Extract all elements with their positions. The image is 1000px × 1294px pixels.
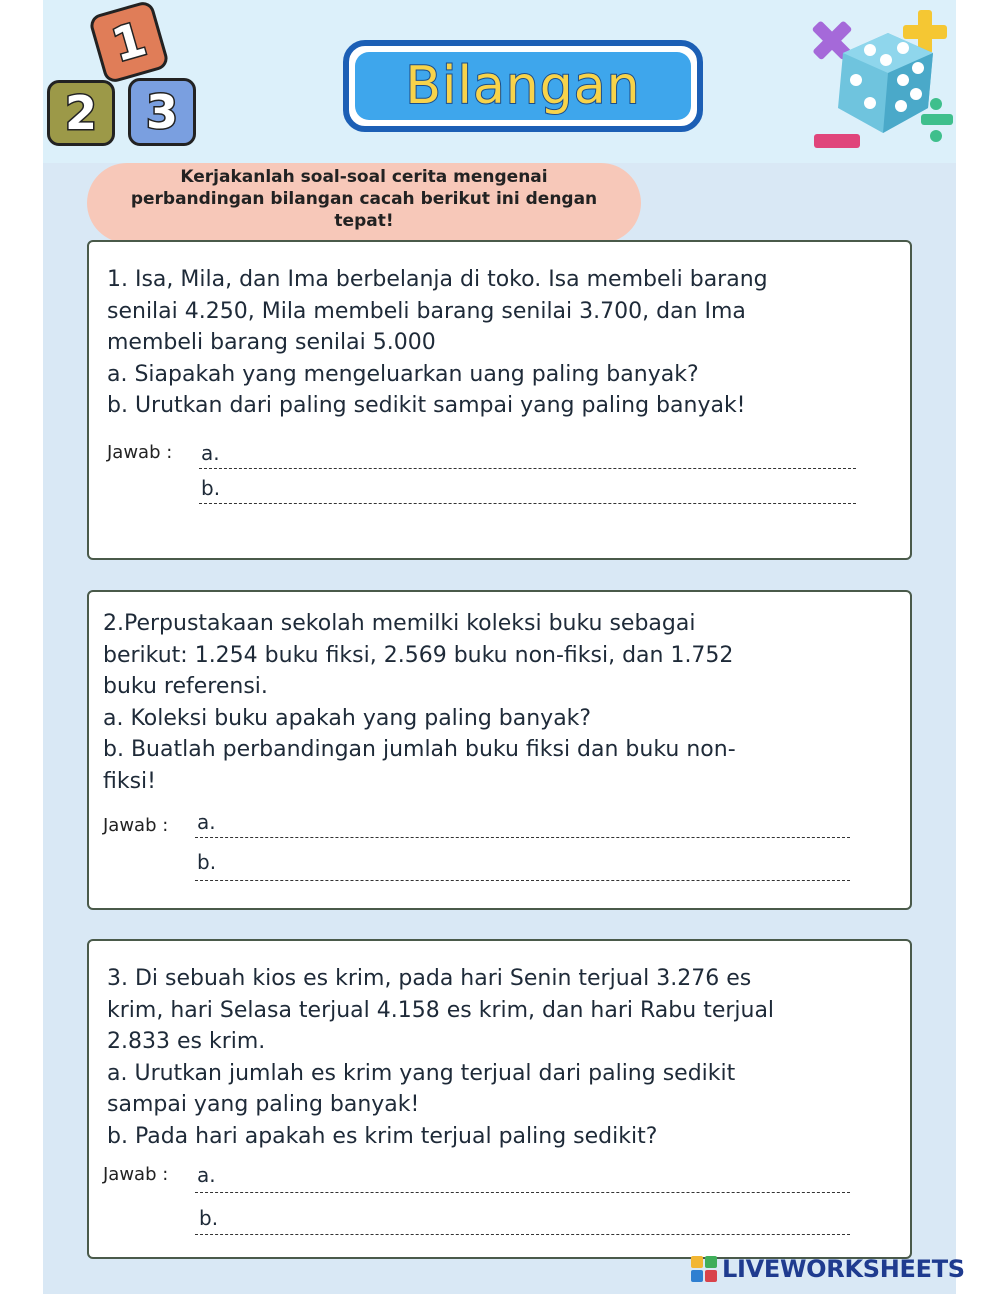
answer-b-field[interactable]	[195, 880, 850, 881]
block-number: 1	[106, 11, 152, 73]
title-banner	[343, 40, 703, 132]
instruction-text: Kerjakanlah soal-soal cerita mengenai perbandingan bilangan cacah berikut ini dengan tepat!	[130, 167, 598, 231]
answer-b-field[interactable]	[195, 1234, 850, 1235]
logo-text: LIVEWORKSHEETS	[722, 1255, 965, 1283]
question-text: 2.Perpustakaan sekolah memilki koleksi buku sebagai berikut: 1.254 buku fiksi, 2.569 buku non-fiksi, dan 1.752 buku referensi. a. Koleksi buku apakah yang paling banyak? b. Buatlah perbandingan jumlah buku fiksi dan buku non- fiksi!	[103, 611, 736, 794]
page-title: Bilangan	[405, 56, 641, 116]
liveworksheets-logo[interactable]	[690, 1254, 965, 1284]
math-dice-icon	[808, 8, 958, 158]
liveworksheets-logo-icon	[690, 1255, 718, 1283]
title-banner-inner	[355, 52, 691, 120]
answer-b-label: b.	[197, 850, 217, 874]
minus-symbol-icon	[814, 134, 860, 148]
number-block-3-icon	[128, 78, 196, 146]
answer-a-field[interactable]	[195, 837, 850, 838]
jawab-label: Jawab :	[103, 1164, 169, 1185]
answer-a-field[interactable]	[195, 1192, 850, 1193]
answer-a-label: a.	[197, 810, 216, 834]
question-card-3	[87, 939, 912, 1259]
block-number: 2	[64, 86, 97, 140]
question-card-2	[87, 590, 912, 910]
number-block-2-icon	[47, 80, 115, 146]
question-text: 1. Isa, Mila, dan Ima berbelanja di toko. Isa membeli barang senilai 4.250, Mila membeli barang senilai 3.700, dan Ima membeli barang senilai 5.000 a. Siapakah yang mengeluarkan uang paling banyak? b. Urutkan dari paling sedikit sampai yang paling banyak!	[107, 267, 768, 418]
jawab-label: Jawab :	[103, 815, 169, 836]
answer-a-label: a.	[197, 1163, 216, 1187]
answer-a-field[interactable]	[199, 468, 856, 469]
block-number: 3	[145, 85, 178, 139]
answer-b-field[interactable]	[199, 503, 856, 504]
answer-b-label: b.	[199, 1206, 219, 1230]
jawab-label: Jawab :	[107, 442, 173, 463]
question-card-1	[87, 240, 912, 560]
answer-a-label: a.	[201, 441, 220, 465]
instruction-box	[87, 163, 641, 243]
answer-b-label: b.	[201, 476, 221, 500]
question-text: 3. Di sebuah kios es krim, pada hari Senin terjual 3.276 es krim, hari Selasa terjual 4.158 es krim, dan hari Rabu terjual 2.833 es krim. a. Urutkan jumlah es krim yang terjual dari paling sedikit sampai yang paling banyak! b. Pada hari apakah es krim terjual paling sedikit?	[107, 966, 775, 1149]
dice-cube-icon	[838, 33, 933, 133]
